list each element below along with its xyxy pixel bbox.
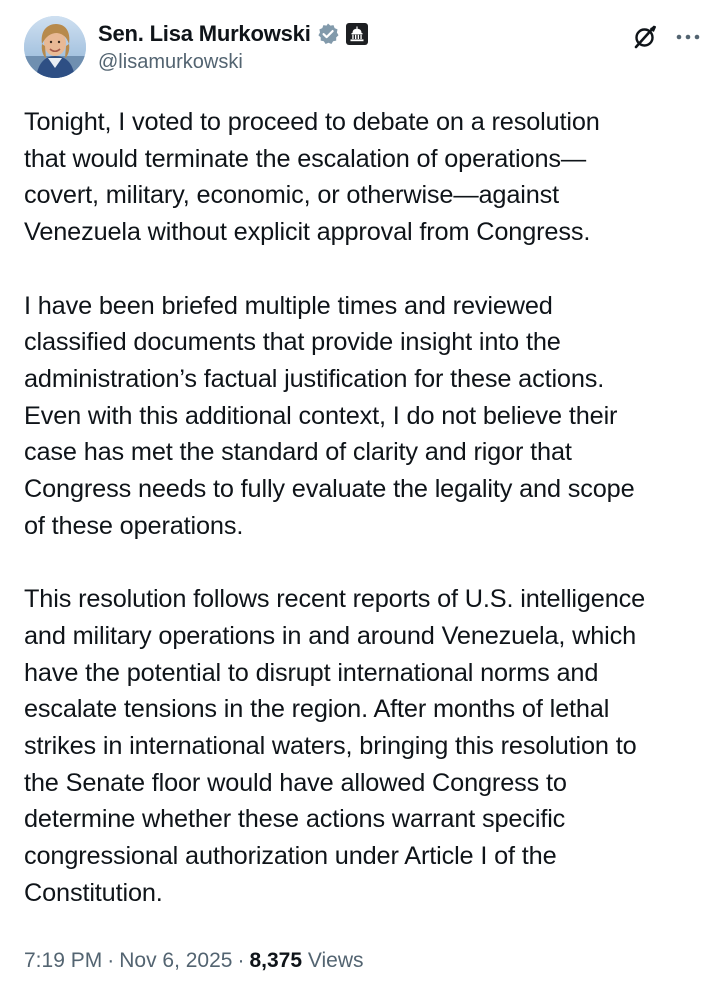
views-count[interactable]: 8,375: [249, 949, 303, 972]
capitol-building-icon[interactable]: [346, 23, 368, 45]
text-line: have the potential to disrupt international norms and: [24, 658, 599, 687]
text-line: case has met the standard of clarity and rigor that: [24, 438, 572, 467]
tweet-meta: [24, 944, 364, 978]
post-time[interactable]: 7:19 PM: [24, 949, 103, 972]
views-label: Views: [307, 949, 364, 972]
text-line: covert, military, economic, or otherwise—against: [24, 181, 560, 210]
grok-slash-icon[interactable]: [630, 22, 660, 52]
tweet-header: [24, 14, 704, 80]
text-line: Even with this additional context, I do not believe their: [24, 401, 618, 430]
meta-separator: ·: [237, 949, 245, 972]
text-line: Tonight, I voted to proceed to debate on a resolution: [24, 108, 600, 136]
text-line: determine whether these actions warrant specific: [24, 805, 566, 834]
more-dots-icon[interactable]: [672, 22, 704, 52]
text-line: Constitution.: [24, 878, 163, 907]
avatar-photo: [24, 16, 86, 78]
author-display-name[interactable]: Sen. Lisa Murkowski: [98, 21, 311, 46]
tweet-text: [24, 104, 708, 911]
tweet-paragraph: [24, 104, 708, 251]
text-line: the Senate floor would have allowed Congress to: [24, 768, 567, 797]
post-date[interactable]: Nov 6, 2025: [119, 949, 233, 972]
author-handle[interactable]: @lisamurkowski: [98, 51, 243, 73]
meta-separator: ·: [107, 949, 115, 972]
text-line: congressional authorization under Article I of the: [24, 842, 557, 871]
text-line: I have been briefed multiple times and reviewed: [24, 291, 553, 320]
text-line: that would terminate the escalation of operations—: [24, 144, 587, 173]
avatar[interactable]: [24, 16, 86, 78]
text-line: escalate tensions in the region. After months of lethal: [24, 695, 610, 724]
text-line: and military operations in and around Venezuela, which: [24, 621, 637, 650]
text-line: Venezuela without explicit approval from Congress.: [24, 218, 591, 247]
text-line: Congress needs to fully evaluate the legality and scope: [24, 475, 635, 504]
text-line: classified documents that provide insight into the: [24, 328, 561, 357]
text-line: of these operations.: [24, 511, 244, 540]
verified-check-icon[interactable]: [316, 22, 340, 46]
text-line: strikes in international waters, bringing this resolution to: [24, 731, 637, 760]
text-line: administration’s factual justification for these actions.: [24, 364, 605, 393]
tweet-paragraph: [24, 288, 708, 545]
text-line: This resolution follows recent reports of U.S. intelligence: [24, 585, 646, 614]
tweet-paragraph: [24, 581, 708, 911]
name-row: [98, 20, 368, 48]
